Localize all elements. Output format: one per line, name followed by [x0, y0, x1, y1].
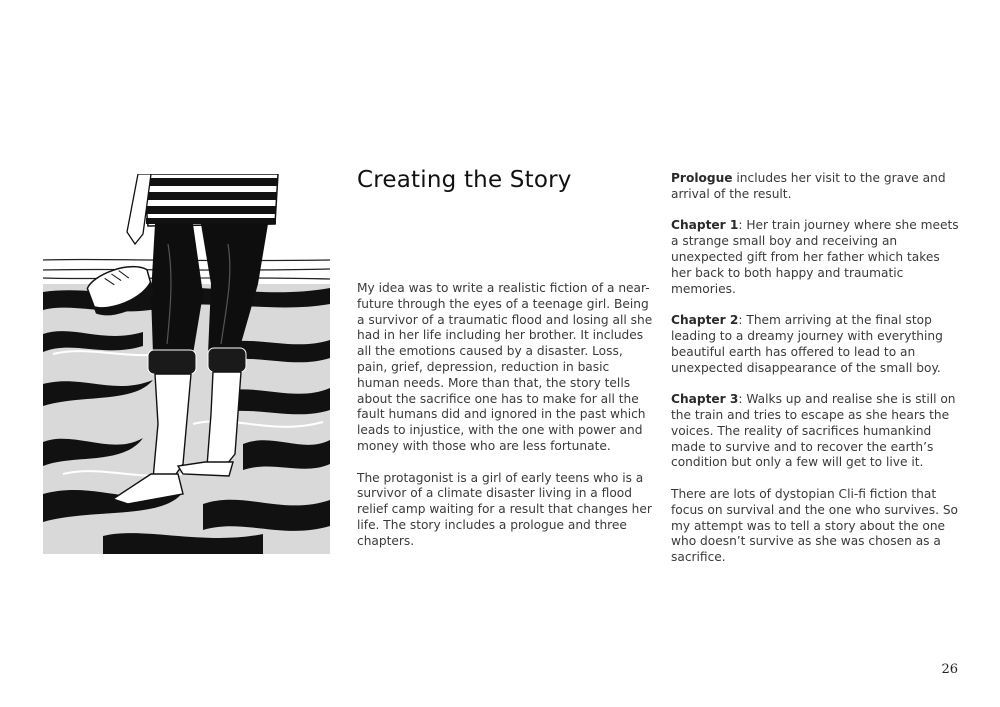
chapter-3-text: : Walks up and realise she is still on the train and tries to escape as she hears the voices. The reality of sacrifices humankind made to survive and to recover the earth’s condition but only a few will get to live it.: [671, 392, 956, 470]
page-number: 26: [941, 662, 958, 677]
closing-paragraph: [671, 487, 959, 566]
prologue-paragraph: [671, 171, 959, 203]
protagonist-paragraph: The protagonist is a girl of early teens who is a survivor of a climate disaster living in a flood relief camp waiting for a result that changes her life. The story includes a prologue and three chapters.: [357, 470, 652, 548]
chapter-2-label: Chapter 2: [671, 313, 739, 328]
chapter-1-text: : Her train journey where she meets a strange small boy and receiving an unexpected gift from her father which takes her back to both happy and traumatic memories.: [671, 218, 959, 296]
girl-in-water-drawing: [43, 174, 330, 554]
chapter-3-label: Chapter 3: [671, 392, 739, 407]
story-intro-column: [357, 281, 653, 565]
chapter-1-paragraph: [671, 218, 959, 297]
closing-text: There are lots of dystopian Cli-fi fiction that focus on survival and the one who survives. So my attempt was to tell a story about the one who doesn’t survive as she was chosen as a sacrifice.: [671, 486, 959, 565]
chapter-3-paragraph: [671, 392, 959, 471]
prologue-label: Prologue: [671, 171, 733, 185]
story-intro-paragraph: My idea was to write a realistic fiction of a near-future through the eyes of a teenage girl. Being a survivor of a traumatic flood and losing all she had in her life including her brother. It includes all the emotions caused by a disaster. Loss, pain, grief, depression, reduction in basic human needs. More than that, the story tells about the sacrifice one has to make for all the fault humans did and ignored in the past which leads to injustice, with the one with power and money with those who are less fortunate.: [357, 281, 653, 453]
story-illustration: [43, 174, 330, 554]
chapter-summary-column: [671, 171, 959, 582]
page-title: Creating the Story: [357, 167, 572, 193]
chapter-1-label: Chapter 1: [671, 218, 739, 233]
chapter-2-text: : Them arriving at the final stop leading to a dreamy journey with everything beautiful earth has offered to lead to an unexpected disappearance of the small boy.: [671, 313, 943, 375]
chapter-2-paragraph: [671, 313, 959, 376]
prologue-text: includes her visit to the grave and arrival of the result.: [671, 171, 946, 201]
